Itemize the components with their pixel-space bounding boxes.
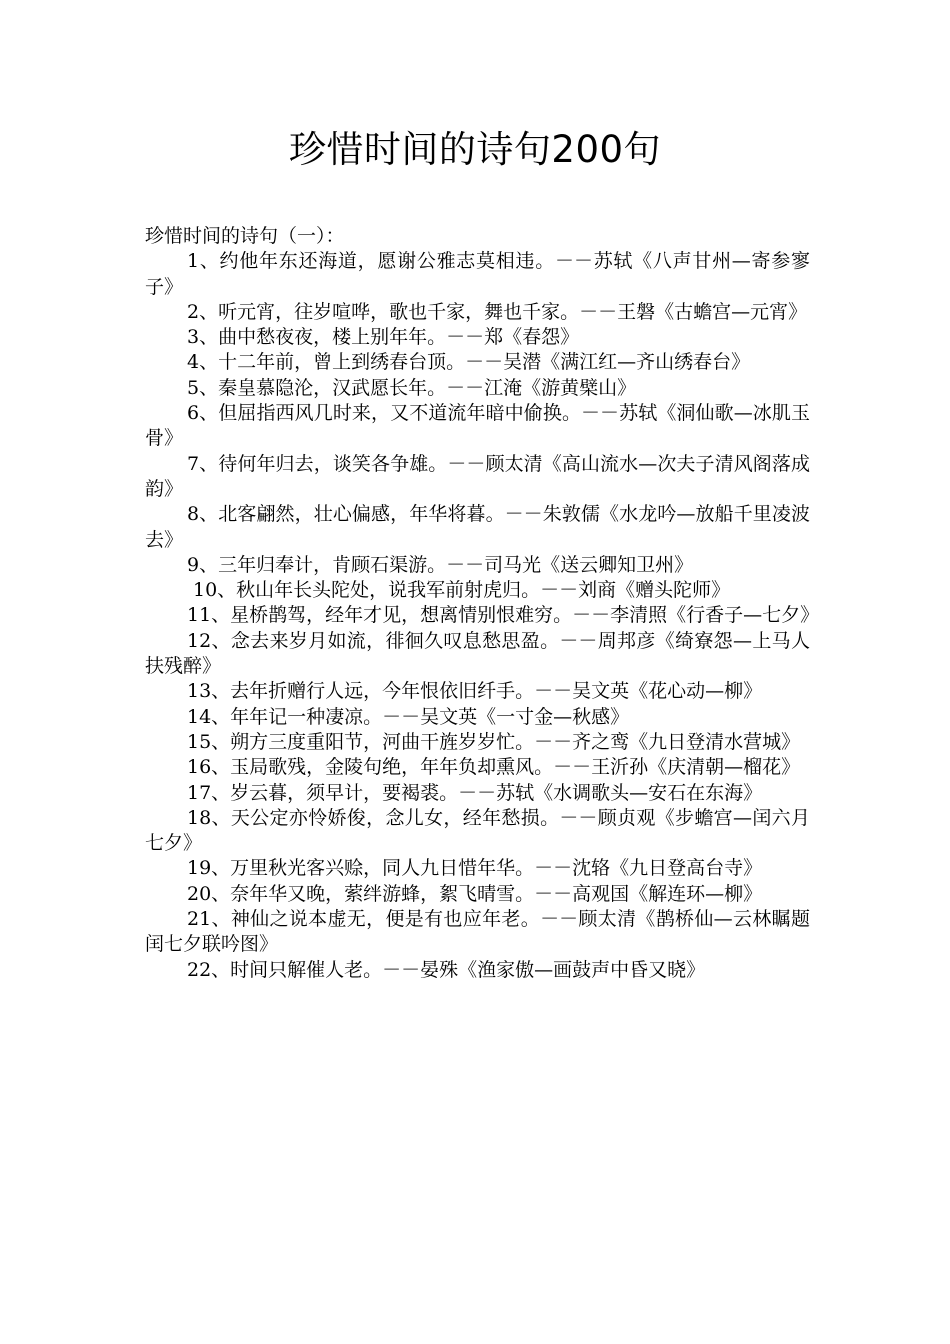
page-title: 珍惜时间的诗句200句 [288, 128, 662, 171]
poem-entry: 20、奈年华又晚，萦绊游蜂，絮飞晴雪。－－高观国《解连环—柳》 [187, 882, 763, 905]
poem-entry: 11、星桥鹊驾，经年才见，想离情别恨难穷。－－李清照《行香子—七夕》 [187, 604, 820, 627]
poem-entry: 7、待何年归去，谈笑各争雄。－－顾太清《高山流水—次夫子清风阁落成韵》 [145, 452, 810, 500]
poem-entry: 21、神仙之说本虚无，便是有也应年老。－－顾太清《鹊桥仙—云林瞩题闰七夕联吟图》 [145, 908, 810, 956]
poem-entry: 16、玉局歌残，金陵句绝，年年负却熏风。－－王沂孙《庆清朝—榴花》 [187, 756, 801, 779]
poem-entry: 8、北客翩然，壮心偏感，年华将暮。－－朱敦儒《水龙吟—放船千里凌波去》 [145, 503, 810, 551]
poem-entry: 10、秋山年长头陀处，说我军前射虎归。－－刘商《赠头陀师》 [193, 579, 731, 602]
poem-entry: 2、听元宵，往岁喧哗，歌也千家，舞也千家。－－王磐《古蟾宫—元宵》 [187, 300, 808, 323]
poem-entry: 18、天公定亦怜娇俊，念儿女，经年愁损。－－顾贞观《步蟾宫—闰六月七夕》 [145, 806, 810, 855]
poem-entry: 12、念去来岁月如流，徘徊久叹息愁思盈。－－周邦彦《绮寮怨—上马人扶残醉》 [145, 629, 810, 678]
poem-entry: 1、约他年东还海道，愿谢公雅志莫相违。－－苏轼《八声甘州—寄参寥子》 [145, 250, 810, 298]
poem-entry: 13、去年折赠行人远，今年恨依旧纤手。－－吴文英《花心动—柳》 [187, 680, 763, 703]
poem-entry: 15、朔方三度重阳节，河曲干旌岁岁忙。－－齐之鸾《九日登清水营城》 [187, 730, 801, 753]
poem-entry: 6、但屈指西风几时来，又不道流年暗中偷换。－－苏轼《洞仙歌—冰肌玉骨》 [145, 402, 810, 450]
poem-entry: 5、秦皇慕隐沦，汉武愿长年。－－江淹《游黄檗山》 [187, 376, 637, 399]
poem-entry: 3、曲中愁夜夜，楼上别年年。－－郑《春怨》 [187, 326, 580, 349]
poem-list [145, 224, 820, 983]
poem-entry: 19、万里秋光客兴赊，同人九日惜年华。－－沈辂《九日登高台寺》 [187, 857, 763, 880]
poem-entry: 17、岁云暮，须早计，要褐裘。－－苏轼《水调歌头—安石在东海》 [187, 781, 763, 804]
poem-entry: 14、年年记一种凄凉。－－吴文英《一寸金—秋感》 [187, 705, 630, 728]
poem-entry: 4、十二年前，曾上到绣春台顶。－－吴潜《满江红—齐山绣春台》 [187, 351, 751, 374]
section-heading: 珍惜时间的诗句（一）： [145, 225, 345, 247]
poem-entry: 22、时间只解催人老。－－晏殊《渔家傲—画鼓声中昏又晓》 [187, 958, 706, 981]
poem-entry: 9、三年归奉计，肯顾石渠游。－－司马光《送云卿知卫州》 [187, 553, 694, 576]
